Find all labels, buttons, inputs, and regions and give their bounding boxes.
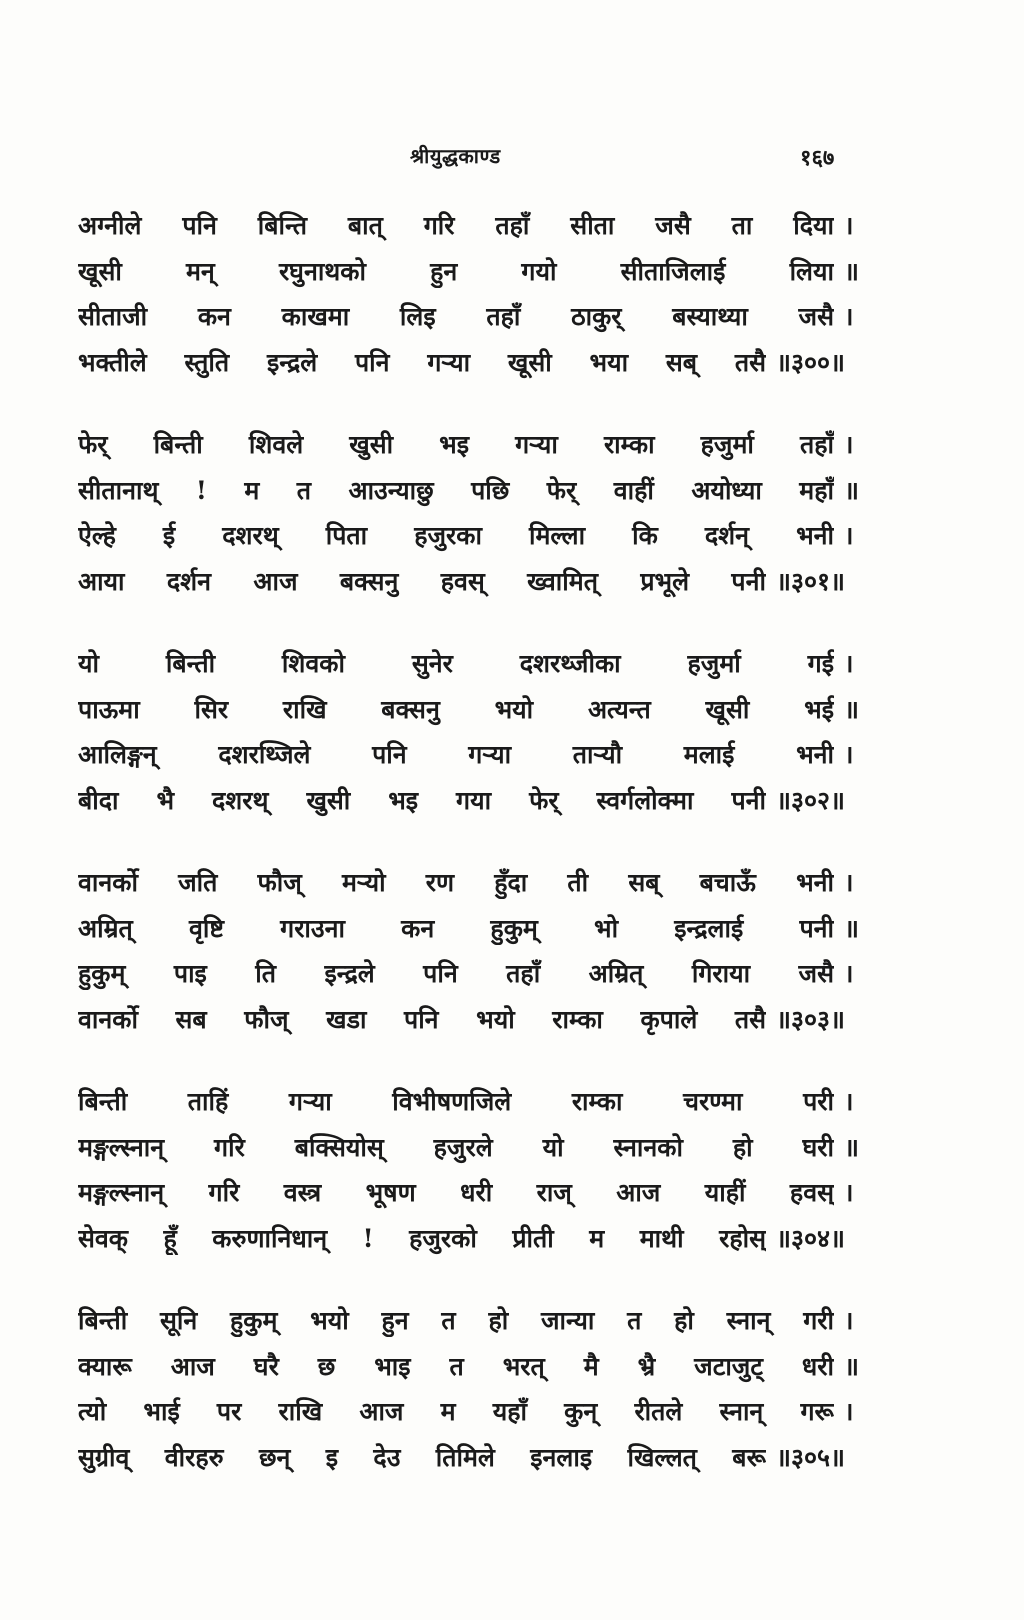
verse-line-text: आलिङ्गन् दशरथ्जिले पनि गऱ्या ताऱ्यौ मलाई भनी (78, 740, 834, 769)
verse-line (78, 208, 868, 254)
verse-line (78, 1394, 868, 1440)
verse-line-text: क्यारू आज घरै छ भाइ त भरत् मै भ्रै जटाजुट् धरी (78, 1351, 834, 1381)
verse-line-text: ऐल्हे ई दशरथ् पिता हजुरका मिल्ला कि दर्शन् भनी (78, 521, 834, 550)
stanza-305 (78, 1303, 868, 1485)
verse-line-text: अग्नीले पनि बिन्ति बात् गरि तहाँ सीता जसै ता दिया (78, 211, 834, 240)
verse-number: ॥३००॥ (776, 347, 845, 377)
verse-line-text: यो बिन्ती शिवको सुनेर दशरथ्जीका हजुर्मा गई (78, 649, 834, 678)
verse-line-text: वानर्को सब फौज् खडा पनि भयो राम्का कृपाले तसै (78, 1004, 766, 1034)
verse-line-end: । (844, 1306, 854, 1335)
verse-line (78, 254, 868, 300)
verse-number: ॥३०२॥ (776, 785, 845, 815)
verse-line (78, 1349, 868, 1395)
page-header (0, 142, 1024, 182)
verse-line (78, 345, 868, 391)
stanza-304 (78, 1084, 868, 1266)
verse-line-text: पाऊमा सिर राखि बक्सनु भयो अत्यन्त खूसी भई (78, 694, 834, 724)
verse-line-end: । (844, 1178, 854, 1207)
verse-line-text: आया दर्शन आज बक्सनु हवस् ख्वामित् प्रभूले पनी (78, 566, 766, 596)
verse-line-end: । (844, 740, 854, 769)
verse-line-end: ॥ (844, 1351, 859, 1381)
verse-number: ॥३०१॥ (776, 566, 845, 596)
verse-line (78, 1130, 868, 1176)
verse-line-end: । (844, 1397, 854, 1426)
verse-line-text: बीदा भै दशरथ् खुसी भइ गया फेर् स्वर्गलोक्मा पनी (78, 785, 766, 815)
verse-line (78, 865, 868, 911)
verse-line-text: वानर्को जति फौज् मऱ्यो रण हुँदा ती सब् बचाऊँ भनी (78, 868, 834, 897)
verse-line-text: त्यो भाई पर राखि आज म यहाँ कुन् रीतले स्नान् गरू (78, 1397, 834, 1426)
verse-line (78, 564, 868, 610)
verse-line (78, 956, 868, 1002)
verse-line-end: । (844, 959, 854, 988)
verse-line-end: ॥ (844, 1132, 859, 1162)
verse-line (78, 299, 868, 345)
stanza-300 (78, 208, 868, 390)
page-number: १६७ (800, 145, 835, 171)
verse-line-text: मङ्गल्स्नान् गरि वस्त्र भूषण धरी राज् आज याहीं हवस् (78, 1178, 834, 1207)
verse-line (78, 783, 868, 829)
verse-line (78, 737, 868, 783)
stanza-303 (78, 865, 868, 1047)
running-title: श्रीयुद्धकाण्ड (410, 144, 501, 168)
verse-line (78, 692, 868, 738)
verse-line (78, 518, 868, 564)
verse-line-text: फेर् बिन्ती शिवले खुसी भइ गऱ्या राम्का हजुर्मा तहाँ (78, 430, 834, 459)
verse-number: ॥३०५॥ (776, 1442, 845, 1472)
verse-line-text: मङ्गल्स्नान् गरि बक्सियोस् हजुरले यो स्नानको हो घरी (78, 1132, 834, 1162)
verse-line-text: खूसी मन् रघुनाथको हुन गयो सीताजिलाई लिया (78, 256, 834, 286)
verse-line (78, 911, 868, 957)
verse-line (78, 427, 868, 473)
verse-line-end: ॥ (844, 256, 859, 286)
verse-line-end: ॥ (844, 475, 859, 505)
verse-line-end: । (844, 868, 854, 897)
verse-number: ॥३०३॥ (776, 1004, 845, 1034)
verse-line-text: सुग्रीव् वीरहरु छन् इ देउ तिमिले इनलाइ खिल्लत् बरू (78, 1442, 766, 1472)
stanza-302 (78, 646, 868, 828)
verse-line-text: बिन्ती ताहिं गऱ्या विभीषणजिले राम्का चरण्मा परी (78, 1087, 834, 1116)
stanza-301 (78, 427, 868, 609)
verse-line-text: बिन्ती सूनि हुकुम् भयो हुन त हो जान्या त हो स्नान् गरी (78, 1306, 834, 1335)
verse-block (78, 208, 868, 1522)
verse-line-end: । (844, 521, 854, 550)
verse-line-end: ॥ (844, 694, 859, 724)
verse-line-text: भक्तीले स्तुति इन्द्रले पनि गऱ्या खूसी भया सब् तसै (78, 347, 766, 377)
verse-line-text: हुकुम् पाइ ति इन्द्रले पनि तहाँ अम्रित् गिराया जसै (78, 959, 834, 988)
verse-line-end: । (844, 430, 854, 459)
verse-line-end: । (844, 302, 854, 331)
verse-line-end: । (844, 649, 854, 678)
verse-line (78, 1221, 868, 1267)
verse-number: ॥३०४॥ (776, 1223, 845, 1253)
verse-line-text: अम्रित् वृष्टि गराउना कन हुकुम् भो इन्द्रलाई पनी (78, 913, 834, 943)
verse-line (78, 646, 868, 692)
verse-line-end: । (844, 211, 854, 240)
verse-line-end: । (844, 1087, 854, 1116)
verse-line-text: सीतानाथ् ! म त आउन्याछु पछि फेर् वाहीं अयोध्या महाँ (78, 475, 834, 505)
verse-line (78, 1084, 868, 1130)
verse-line (78, 473, 868, 519)
verse-line-text: सेवक् हूँ करुणानिधान् ! हजुरको प्रीती म माथी रहोस् (78, 1223, 766, 1253)
verse-line (78, 1175, 868, 1221)
verse-line (78, 1440, 868, 1486)
verse-line (78, 1002, 868, 1048)
verse-line-text: सीताजी कन काखमा लिइ तहाँ ठाकुर् बस्याथ्या जसै (78, 302, 834, 331)
verse-line (78, 1303, 868, 1349)
verse-line-end: ॥ (844, 913, 859, 943)
